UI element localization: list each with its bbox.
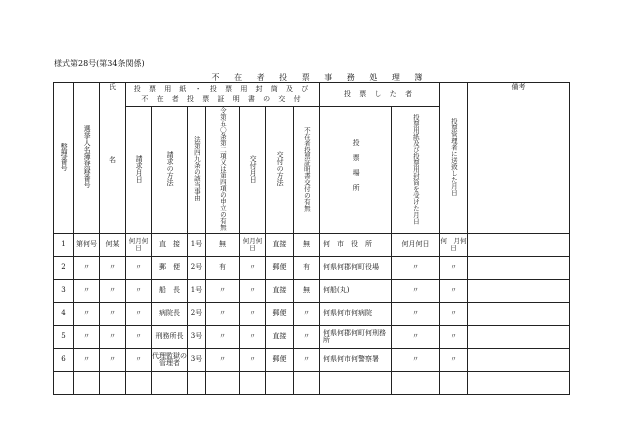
cell-shomeisho: 〃 — [294, 325, 320, 348]
cell-biko — [468, 325, 570, 348]
cell-kofu-hoho: 郵便 — [266, 348, 294, 371]
header-uketa-gappi: 投票用紙及び投票用封筒を受けた月日 — [392, 107, 440, 234]
cell-hodai: 1号 — [188, 233, 206, 256]
cell-kofu-gappi: 〃 — [240, 279, 266, 302]
cell-uketa-gappi: 〃 — [392, 325, 440, 348]
cell-seikyu-hoho: 船 長 — [152, 279, 188, 302]
cell-kofu-hoho: 直接 — [266, 325, 294, 348]
cell-kofu-hoho: 直接 — [266, 233, 294, 256]
cell-meibo: 〃 — [74, 302, 100, 325]
cell-biko — [468, 371, 570, 394]
cell-meibo: 〃 — [74, 256, 100, 279]
cell-sofu-gappi: 〃 — [440, 348, 468, 371]
cell-rei50: 有 — [206, 256, 240, 279]
cell-uketa-gappi: 何月何日 — [392, 233, 440, 256]
cell-uketa-gappi: 〃 — [392, 279, 440, 302]
cell-shomeisho: 無 — [294, 279, 320, 302]
cell-rei50: 〃 — [206, 348, 240, 371]
cell-seikyu-gappi: 〃 — [126, 325, 152, 348]
cell-seikyu-gappi — [126, 371, 152, 394]
cell-sofu-gappi: 〃 — [440, 325, 468, 348]
cell-seikyu-gappi: 〃 — [126, 279, 152, 302]
cell-kofu-gappi: 〃 — [240, 302, 266, 325]
cell-shomeisho — [294, 371, 320, 394]
cell-shomeisho: 有 — [294, 256, 320, 279]
header-sofu-gappi: 投票管理者に送致した月日 — [440, 83, 468, 234]
cell-basho: 何船(丸) — [320, 279, 392, 302]
cell-hodai: 3号 — [188, 348, 206, 371]
cell-no — [54, 371, 74, 394]
cell-no: 3 — [54, 279, 74, 302]
cell-seikyu-gappi: 何月何日 — [126, 233, 152, 256]
cell-basho: 何県何市何警察署 — [320, 348, 392, 371]
header-kofu-gappi: 交付月日 — [240, 107, 266, 234]
cell-biko — [468, 348, 570, 371]
table-row — [54, 348, 570, 371]
header-hodai49: 法第四九条の該当事由 — [188, 107, 206, 234]
cell-kofu-hoho: 直接 — [266, 279, 294, 302]
cell-rei50: 〃 — [206, 325, 240, 348]
cell-hodai: 2号 — [188, 302, 206, 325]
cell-shimei: 何某 — [100, 233, 126, 256]
cell-hodai: 1号 — [188, 279, 206, 302]
cell-shimei: 〃 — [100, 279, 126, 302]
cell-seikyu-hoho: 代理監獄の管理者 — [152, 348, 188, 371]
cell-shimei: 〃 — [100, 302, 126, 325]
cell-meibo: 〃 — [74, 348, 100, 371]
cell-uketa-gappi: 〃 — [392, 302, 440, 325]
cell-rei50: 〃 — [206, 279, 240, 302]
cell-sofu-gappi — [440, 371, 468, 394]
cell-shomeisho: 無 — [294, 233, 320, 256]
cell-seikyu-hoho: 刑務所長 — [152, 325, 188, 348]
table-row-empty — [54, 371, 570, 394]
header-seiri-bango: 整理番号 — [54, 83, 74, 234]
cell-shomeisho: 〃 — [294, 302, 320, 325]
cell-sofu-gappi: 〃 — [440, 302, 468, 325]
cell-hodai: 3号 — [188, 325, 206, 348]
header-meibo-bango: 選挙人名簿登録番号 — [74, 83, 100, 234]
cell-basho: 何県何郡何町何刑務所 — [320, 325, 392, 348]
header-biko: 備考 — [468, 83, 570, 234]
cell-hodai — [188, 371, 206, 394]
table-row — [54, 302, 570, 325]
cell-kofu-hoho — [266, 371, 294, 394]
header-tohyo-group: 投 票 し た 者 — [320, 83, 440, 107]
cell-kofu-hoho: 郵便 — [266, 302, 294, 325]
cell-basho — [320, 371, 392, 394]
cell-uketa-gappi: 〃 — [392, 348, 440, 371]
table-row — [54, 233, 570, 256]
document-title: 不 在 者 投 票 事 務 処 理 簿 — [211, 73, 429, 82]
form-number: 様式第28号(第34条関係) — [54, 59, 145, 68]
table-row — [54, 279, 570, 302]
cell-no: 4 — [54, 302, 74, 325]
header-seikyu-hoho: 請求の方法 — [152, 107, 188, 234]
cell-kofu-gappi: 〃 — [240, 325, 266, 348]
cell-shomeisho: 〃 — [294, 348, 320, 371]
cell-sofu-gappi: 〃 — [440, 279, 468, 302]
cell-no: 5 — [54, 325, 74, 348]
cell-meibo — [74, 371, 100, 394]
header-rei50: 令第五〇条第二項又は第四項の申立の有無 — [206, 107, 240, 234]
header-seikyu-gappi: 請求月日 — [126, 107, 152, 234]
cell-meibo: 〃 — [74, 325, 100, 348]
cell-rei50: 無 — [206, 233, 240, 256]
cell-biko — [468, 302, 570, 325]
cell-rei50: 〃 — [206, 302, 240, 325]
cell-biko — [468, 279, 570, 302]
cell-no: 2 — [54, 256, 74, 279]
cell-sofu-gappi: 何 月何 日 — [440, 233, 468, 256]
cell-shimei: 〃 — [100, 348, 126, 371]
cell-seikyu-gappi: 〃 — [126, 256, 152, 279]
cell-rei50 — [206, 371, 240, 394]
cell-sofu-gappi: 〃 — [440, 256, 468, 279]
cell-biko — [468, 233, 570, 256]
header-tohyo-basho: 投票場所 — [320, 107, 392, 234]
cell-seikyu-hoho: 病院長 — [152, 302, 188, 325]
cell-seikyu-hoho — [152, 371, 188, 394]
table-row — [54, 256, 570, 279]
register-table — [53, 82, 570, 395]
cell-meibo: 〃 — [74, 279, 100, 302]
cell-seikyu-hoho: 直 接 — [152, 233, 188, 256]
cell-kofu-gappi — [240, 371, 266, 394]
cell-uketa-gappi: 〃 — [392, 256, 440, 279]
cell-kofu-gappi: 〃 — [240, 256, 266, 279]
cell-hodai: 2号 — [188, 256, 206, 279]
cell-seikyu-hoho: 郵 便 — [152, 256, 188, 279]
cell-seikyu-gappi: 〃 — [126, 348, 152, 371]
table-row — [54, 325, 570, 348]
cell-meibo: 第何号 — [74, 233, 100, 256]
cell-kofu-gappi: 〃 — [240, 348, 266, 371]
cell-shimei: 〃 — [100, 325, 126, 348]
cell-no: 1 — [54, 233, 74, 256]
header-shimei: 氏 名 — [100, 83, 126, 234]
cell-uketa-gappi — [392, 371, 440, 394]
cell-basho: 何県何郡何町役場 — [320, 256, 392, 279]
header-kofu-group: 投 票 用 紙 ・ 投 票 用 封 筒 及 び 不 在 者 投 票 証 明 書 の 交 付 — [126, 83, 320, 107]
cell-biko — [468, 256, 570, 279]
cell-shimei — [100, 371, 126, 394]
cell-basho: 何 市 役 所 — [320, 233, 392, 256]
cell-kofu-hoho: 郵便 — [266, 256, 294, 279]
cell-shimei: 〃 — [100, 256, 126, 279]
cell-no: 6 — [54, 348, 74, 371]
cell-kofu-gappi: 何月何日 — [240, 233, 266, 256]
header-shomeisho: 不在者投票証明書交付の有無 — [294, 107, 320, 234]
cell-seikyu-gappi: 〃 — [126, 302, 152, 325]
cell-basho: 何県何市何病院 — [320, 302, 392, 325]
header-kofu-hoho: 交付の方法 — [266, 107, 294, 234]
